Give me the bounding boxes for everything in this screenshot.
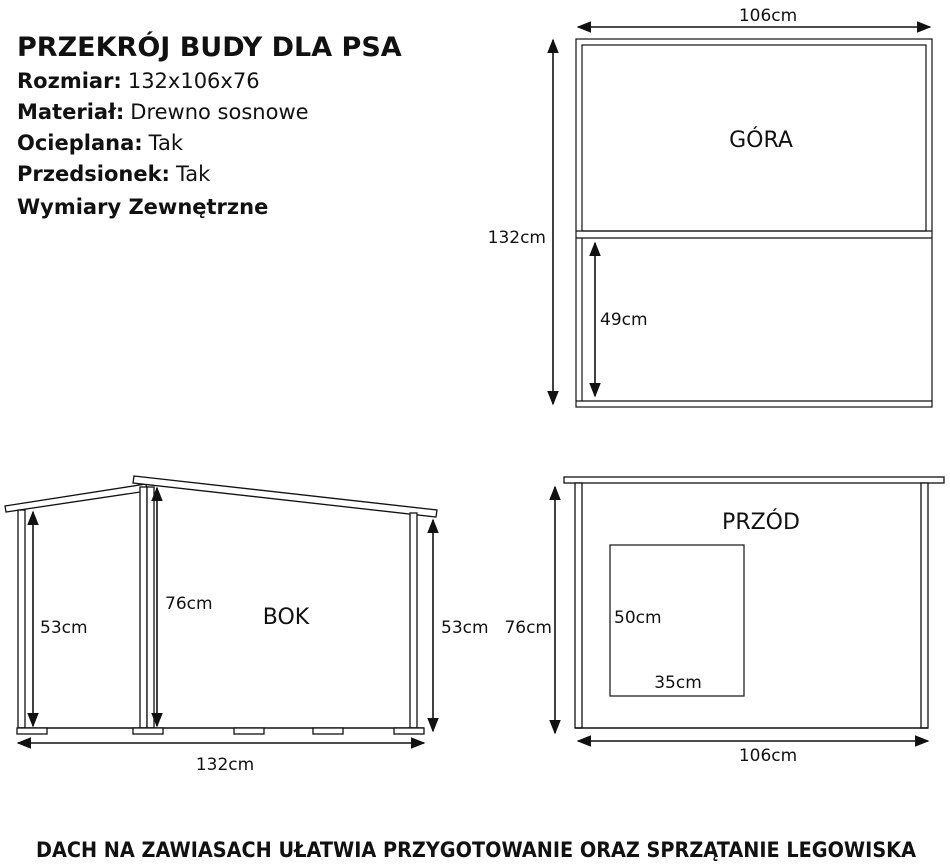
spec-insulated: Ocieplana: Tak <box>17 131 184 155</box>
side-wall-right <box>410 513 417 728</box>
foot-1 <box>17 728 47 734</box>
side-wall-left <box>18 510 25 728</box>
right-height-label: 53cm <box>441 618 489 638</box>
side-view-name: BOK <box>262 605 310 630</box>
side-wall-mid-a <box>140 487 147 728</box>
front-height-label: 76cm <box>504 618 552 638</box>
mid-height-label: 76cm <box>165 594 213 614</box>
side-wall-mid-b <box>147 487 154 728</box>
foot-4 <box>313 728 343 734</box>
door-height-label: 50cm <box>614 608 662 628</box>
page-title: PRZEKRÓJ BUDY DLA PSA <box>17 32 402 63</box>
spec-size: Rozmiar: 132x106x76 <box>17 69 260 93</box>
main-roof <box>133 476 437 517</box>
top-length-label: 132cm <box>487 228 546 248</box>
foot-5 <box>394 728 424 734</box>
front-wall-right <box>921 483 928 728</box>
front-roof <box>564 477 944 483</box>
footer-note: DACH NA ZAWIASACH UŁATWIA PRZYGOTOWANIE ORAZ SPRZĄTANIE LEGOWISKA <box>36 838 917 862</box>
foot-2 <box>133 728 163 734</box>
top-outline <box>576 39 932 407</box>
top-width-label: 106cm <box>738 6 798 26</box>
door-width-label: 35cm <box>654 673 702 693</box>
front-view-name: PRZÓD <box>722 510 800 535</box>
vestibule-label: 49cm <box>600 310 648 330</box>
side-length-label: 132cm <box>195 755 255 775</box>
vestibule-roof <box>5 484 147 512</box>
top-view-name: GÓRA <box>729 128 793 153</box>
spec-dimensions-note: Wymiary Zewnętrzne <box>17 195 269 219</box>
left-height-label: 53cm <box>40 618 88 638</box>
front-view <box>504 477 944 766</box>
foot-3 <box>234 728 264 734</box>
spec-vestibule: Przedsionek: Tak <box>17 162 211 186</box>
side-view <box>5 476 489 775</box>
spec-list <box>17 69 309 219</box>
spec-material: Materiał: Drewno sosnowe <box>17 100 309 124</box>
top-view <box>488 6 932 407</box>
front-wall-left <box>575 483 582 728</box>
front-width-label: 106cm <box>738 746 798 766</box>
